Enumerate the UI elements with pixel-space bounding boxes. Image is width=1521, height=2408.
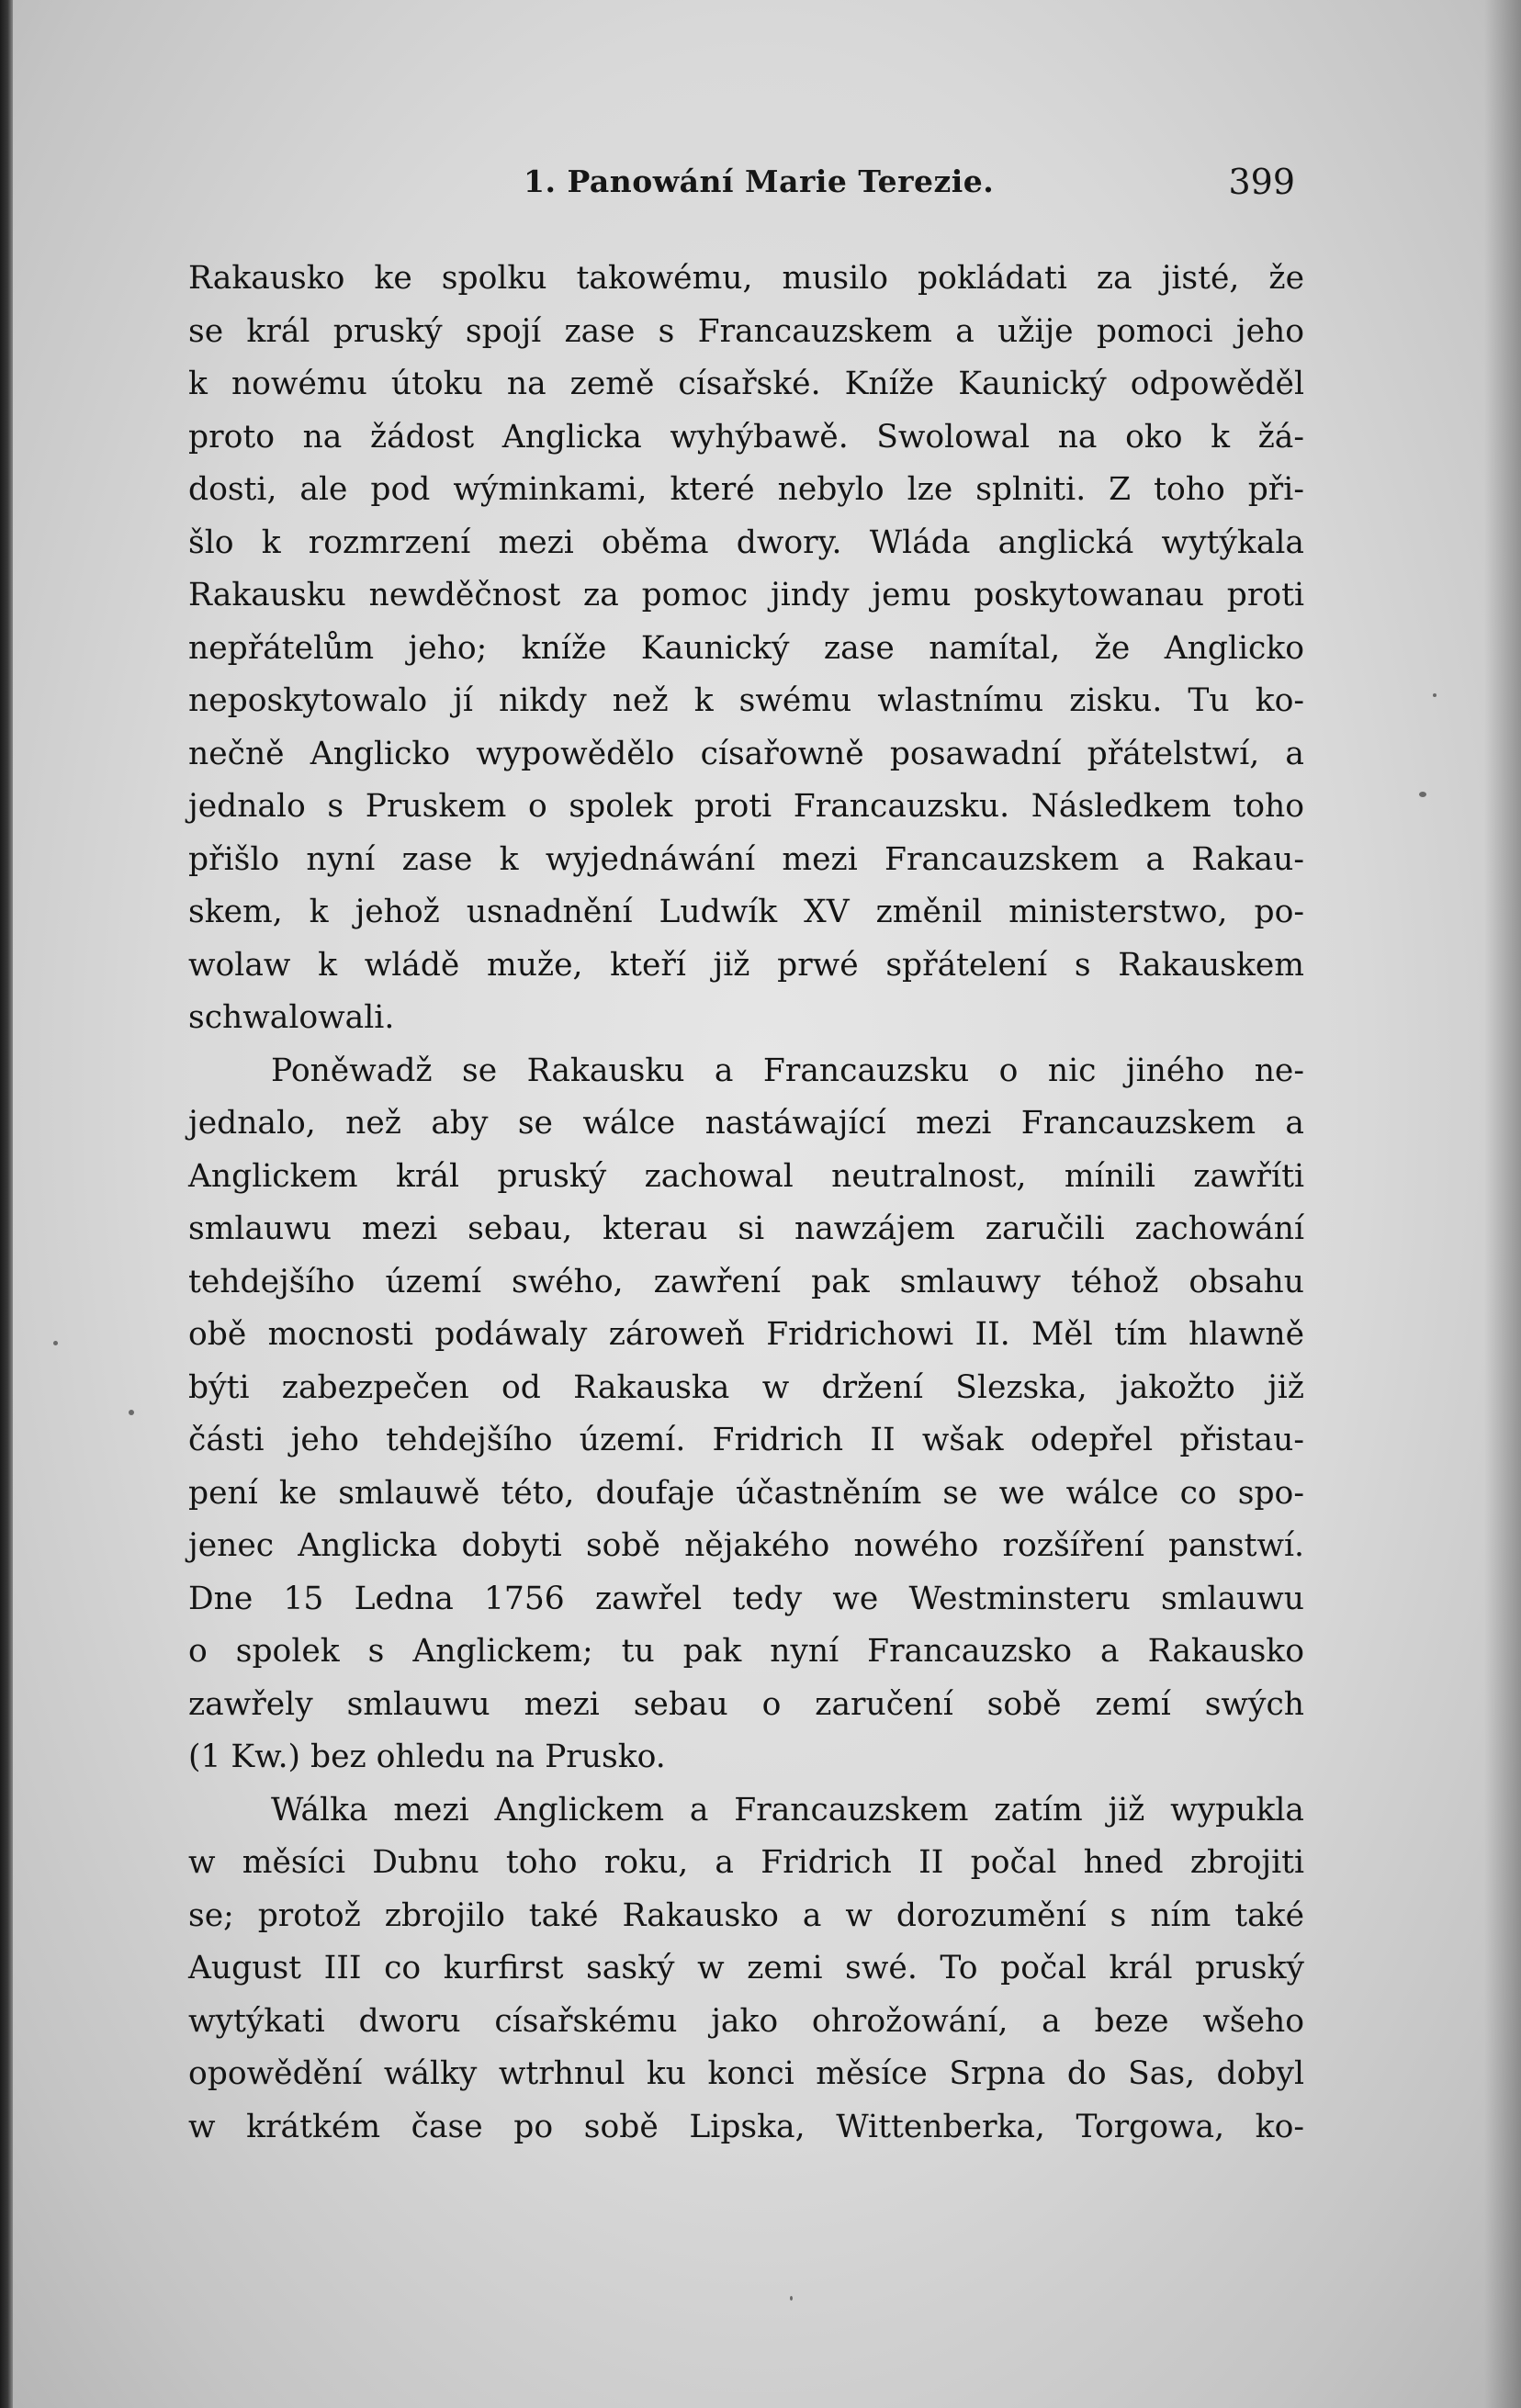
text-line: k nowému útoku na země císařské. Kníže Kaunický odpowěděl: [188, 366, 1304, 402]
scan-speck: [1419, 792, 1426, 797]
text-line: skem, k jehož usnadnění Ludwík XV změnil ministerstwo, po-: [188, 894, 1304, 930]
scan-speck: [129, 1410, 134, 1415]
body-text: [188, 253, 1304, 2154]
text-line: Rakausko ke spolku takowému, musilo pokládati za jisté, že: [188, 260, 1304, 297]
text-line: smlauwu mezi sebau, kterau si nawzájem zaručili zachowání: [188, 1210, 1304, 1247]
text-line: w krátkém čase po sobě Lipska, Wittenberka, Torgowa, ko-: [188, 2108, 1304, 2145]
text-line: pení ke smlauwě této, doufaje účastněním se we wálce co spo-: [188, 1474, 1304, 1512]
scan-speck: [53, 1341, 58, 1345]
page-number: 399: [1228, 162, 1295, 202]
text-line: zawřely smlauwu mezi sebau o zaručení sobě zemí swých: [188, 1685, 1304, 1723]
scan-speck: [1433, 693, 1436, 697]
text-line: neposkytowalo jí nikdy než k swému wlastnímu zisku. Tu ko-: [188, 682, 1304, 719]
text-line: přišlo nyní zase k wyjednáwání mezi Francauzskem a Rakau-: [188, 840, 1304, 878]
text-line: (1 Kw.) bez ohledu na Prusko.: [188, 1738, 666, 1775]
text-line: dosti, ale pod wýminkami, které nebylo lze splniti. Z toho při-: [188, 471, 1304, 508]
page-edge-shadow: [1484, 0, 1521, 2408]
text-line: jenec Anglicka dobyti sobě nějakého nowého rozšíření panstwí.: [188, 1527, 1304, 1564]
text-line: býti zabezpečen od Rakauska w držení Slezska, jakožto již: [188, 1368, 1304, 1406]
text-line: se; protož zbrojilo také Rakausko a w dorozumění s ním také: [188, 1896, 1304, 1934]
text-line: schwalowali.: [188, 999, 395, 1036]
text-line: Dne 15 Ledna 1756 zawřel tedy we Westminsteru smlauwu: [188, 1580, 1304, 1617]
text-line: wytýkati dworu císařskému jako ohrožowání, a beze wšeho: [188, 2002, 1304, 2040]
text-line: šlo k rozmrzení mezi oběma dwory. Wláda anglická wytýkala: [188, 523, 1304, 561]
text-line: Rakausku newděčnost za pomoc jindy jemu poskytowanau proti: [188, 577, 1304, 613]
text-line: tehdejšího území swého, zawření pak smlauwy téhož obsahu: [188, 1263, 1304, 1300]
text-line: nečně Anglicko wypowědělo císařowně posawadní přátelstwí, a: [188, 735, 1304, 772]
running-header: [524, 163, 1295, 219]
scan-speck: [790, 2296, 793, 2301]
text-line: Anglickem král pruský zachowal neutralnost, mínili zawříti: [188, 1157, 1304, 1195]
text-line: w měsíci Dubnu toho roku, a Fridrich II počal hned zbrojiti: [188, 1844, 1304, 1881]
text-line: obě mocnosti podáwaly zároweň Fridrichowi II. Měl tím hlawně: [188, 1316, 1304, 1353]
paragraph-first-line: Poněwadž se Rakausku a Francauzsku o nic jiného ne-: [271, 1052, 1304, 1089]
text-line: nepřátelům jeho; kníže Kaunický zase namítal, že Anglicko: [188, 629, 1304, 667]
text-line: jednalo, než aby se wálce nastáwající mezi Francauzskem a: [188, 1105, 1304, 1142]
text-line: se král pruský spojí zase s Francauzskem a užije pomoci jeho: [188, 312, 1304, 350]
text-line: jednalo s Pruskem o spolek proti Francauzsku. Následkem toho: [188, 788, 1304, 825]
paragraph-first-line: Wálka mezi Anglickem a Francauzskem zatím již wypukla: [271, 1791, 1304, 1829]
binding-edge: [0, 0, 13, 2408]
text-line: proto na žádost Anglicka wyhýbawě. Swolowal na oko k žá-: [188, 418, 1304, 456]
text-line: August III co kurfirst saský w zemi swé. To počal král pruský: [188, 1950, 1304, 1986]
text-line: části jeho tehdejšího území. Fridrich II wšak odepřel přistau-: [188, 1422, 1304, 1458]
text-line: opowědění wálky wtrhnul ku konci měsíce Srpna do Sas, dobyl: [188, 2055, 1304, 2092]
text-line: o spolek s Anglickem; tu pak nyní Francauzsko a Rakausko: [188, 1633, 1304, 1670]
text-line: wolaw k wládě muže, kteří již prwé spřátelení s Rakauskem: [188, 946, 1304, 984]
chapter-title: 1. Panowání Marie Terezie.: [524, 163, 995, 199]
